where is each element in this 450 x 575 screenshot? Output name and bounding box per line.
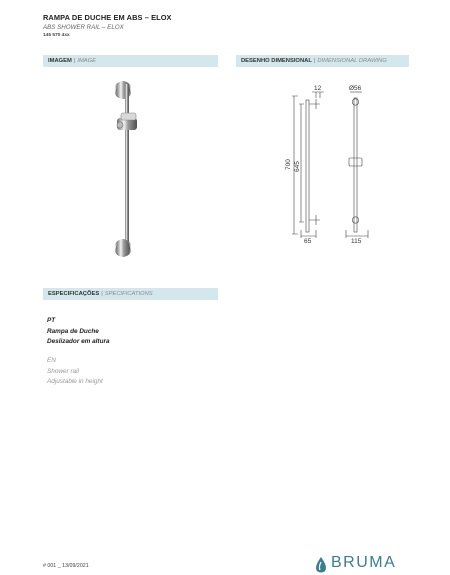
dim-645: 645 — [294, 161, 301, 172]
spec-line: Rampa de Duche — [47, 327, 99, 335]
brand-name: BRUMA — [331, 554, 397, 571]
section-label-en: DIMENSIONAL DRAWING — [317, 58, 387, 64]
section-label: DESENHO DIMENSIONAL — [241, 58, 312, 64]
brand-logo-icon — [313, 555, 329, 575]
separator: | — [313, 58, 316, 64]
section-bar-image — [43, 55, 218, 67]
spec-line: Deslizador em altura — [47, 338, 110, 345]
dim-700: 700 — [285, 159, 292, 170]
slider-holder — [117, 113, 137, 130]
section-label: IMAGEM — [48, 58, 72, 64]
front-slider — [349, 158, 362, 166]
dim-56: Ø56 — [349, 85, 362, 92]
spec-line: Adjustable in height — [47, 378, 103, 385]
separator: | — [73, 58, 76, 64]
bottom-bracket — [115, 239, 131, 257]
spec-block-pt — [47, 316, 110, 348]
section-bar-specs — [43, 288, 218, 300]
side-top-bracket — [309, 99, 320, 109]
dim-65: 65 — [304, 238, 312, 245]
section-label: ESPECIFICAÇÕES — [48, 291, 100, 297]
document-reference: # 001 _ 13/09/2021 — [43, 563, 89, 569]
spec-lang: PT — [47, 317, 56, 324]
section-label-en: SPECIFICATIONS — [104, 291, 153, 297]
spec-lang: EN — [47, 357, 56, 364]
front-top-mount — [352, 99, 358, 105]
dim-12: 12 — [314, 85, 322, 92]
dim-115: 115 — [351, 238, 362, 245]
side-view-rail — [306, 100, 309, 232]
section-label-en: IMAGE — [77, 58, 97, 64]
spec-line: Shower rail — [47, 367, 79, 375]
dimensional-drawing — [268, 80, 378, 245]
side-bottom-bracket — [309, 215, 320, 225]
spec-block-en — [47, 356, 103, 388]
rail — [125, 84, 129, 254]
product-code: 145 570 4xx — [43, 33, 70, 38]
section-bar-drawing — [236, 55, 409, 67]
product-subtitle: ABS SHOWER RAIL – ELOX — [43, 24, 124, 31]
document-header — [43, 13, 172, 38]
front-bottom-mount — [352, 217, 358, 223]
dim-line-65 — [301, 230, 316, 238]
product-title: RAMPA DE DUCHE EM ABS – ELOX — [43, 13, 172, 22]
product-image — [95, 72, 165, 267]
separator: | — [101, 291, 103, 297]
front-view-rail — [354, 98, 357, 232]
dim-line-12 — [312, 92, 324, 98]
